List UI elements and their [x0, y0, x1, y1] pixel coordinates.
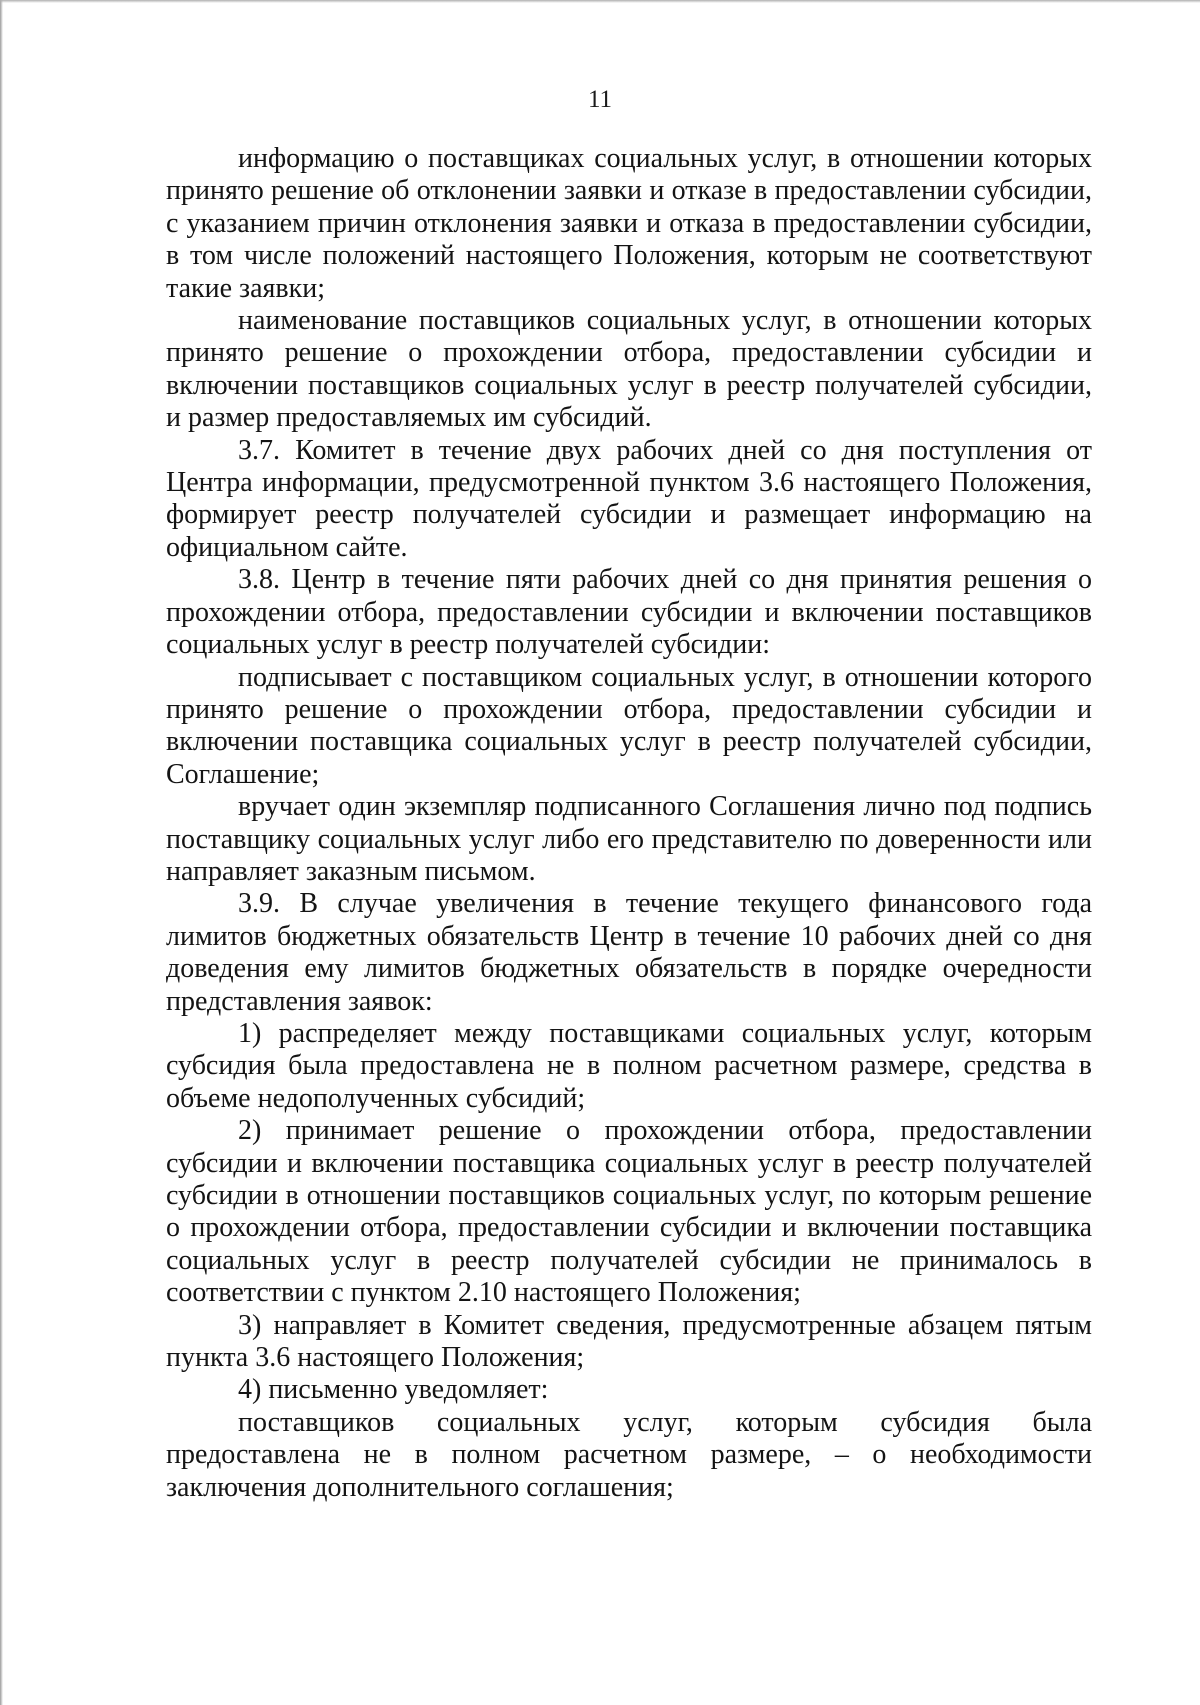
paragraph: 1) распределяет между поставщиками социальных услуг, которым субсидия была предоставлена не в полном расчетном размере, средства в объеме недополученных субсидий;	[166, 1017, 1092, 1114]
paragraph: 3.7. Комитет в течение двух рабочих дней со дня поступления от Центра информации, предусмотренной пунктом 3.6 настоящего Положения, формирует реестр получателей субсидии и размещает информацию на официальном сайте.	[166, 434, 1092, 563]
scan-edge	[0, 0, 3, 1705]
paragraph: подписывает с поставщиком социальных услуг, в отношении которого принято решение о прохождении отбора, предоставлении субсидии и включении поставщика социальных услуг в реестр получателей субсидии, Соглашение;	[166, 661, 1092, 790]
paragraph: вручает один экземпляр подписанного Соглашения лично под подпись поставщику социальных услуг либо его представителю по доверенности или направляет заказным письмом.	[166, 791, 1092, 887]
paragraph: поставщиков социальных услуг, которым субсидия была предоставлена не в полном расчетном размере, – о необходимости заключения дополнительного соглашения;	[166, 1406, 1092, 1503]
paragraph: 3) направляет в Комитет сведения, предусмотренные абзацем пятым пункта 3.6 настоящего Положения;	[166, 1309, 1092, 1374]
paragraph: информацию о поставщиках социальных услуг, в отношении которых принято решение об отклонении заявки и отказе в предоставлении субсидии, с указанием причин отклонения заявки и отказа в предоставлении субсидии, в том числе положений настоящего Положения, которым не соответствуют такие заявки;	[166, 143, 1092, 304]
paragraph: 4) письменно уведомляет:	[238, 1374, 549, 1406]
scan-edge	[0, 0, 1200, 3]
paragraph: 3.8. Центр в течение пяти рабочих дней со дня принятия решения о прохождении отбора, предоставлении субсидии и включении поставщиков социальных услуг в реестр получателей субсидии:	[166, 564, 1092, 661]
document-body	[166, 143, 1092, 1504]
paragraph: 3.9. В случае увеличения в течение текущего финансового года лимитов бюджетных обязательств Центр в течение 10 рабочих дней со дня доведения ему лимитов бюджетных обязательств в порядке очередности представления заявок:	[166, 888, 1092, 1017]
paragraph: наименование поставщиков социальных услуг, в отношении которых принято решение о прохождении отбора, предоставлении субсидии и включении поставщиков социальных услуг в реестр получателей субсидии, и размер предоставляемых им субсидий.	[166, 305, 1092, 434]
page-number: 11	[587, 86, 613, 113]
paragraph: 2) принимает решение о прохождении отбора, предоставлении субсидии и включении поставщика социальных услуг в реестр получателей субсидии в отношении поставщиков социальных услуг, по которым решение о прохождении отбора, предоставлении субсидии и включении поставщика социальных услуг в реестр получателей субсидии не принималось в соответствии с пунктом 2.10 настоящего Положения;	[166, 1115, 1092, 1309]
